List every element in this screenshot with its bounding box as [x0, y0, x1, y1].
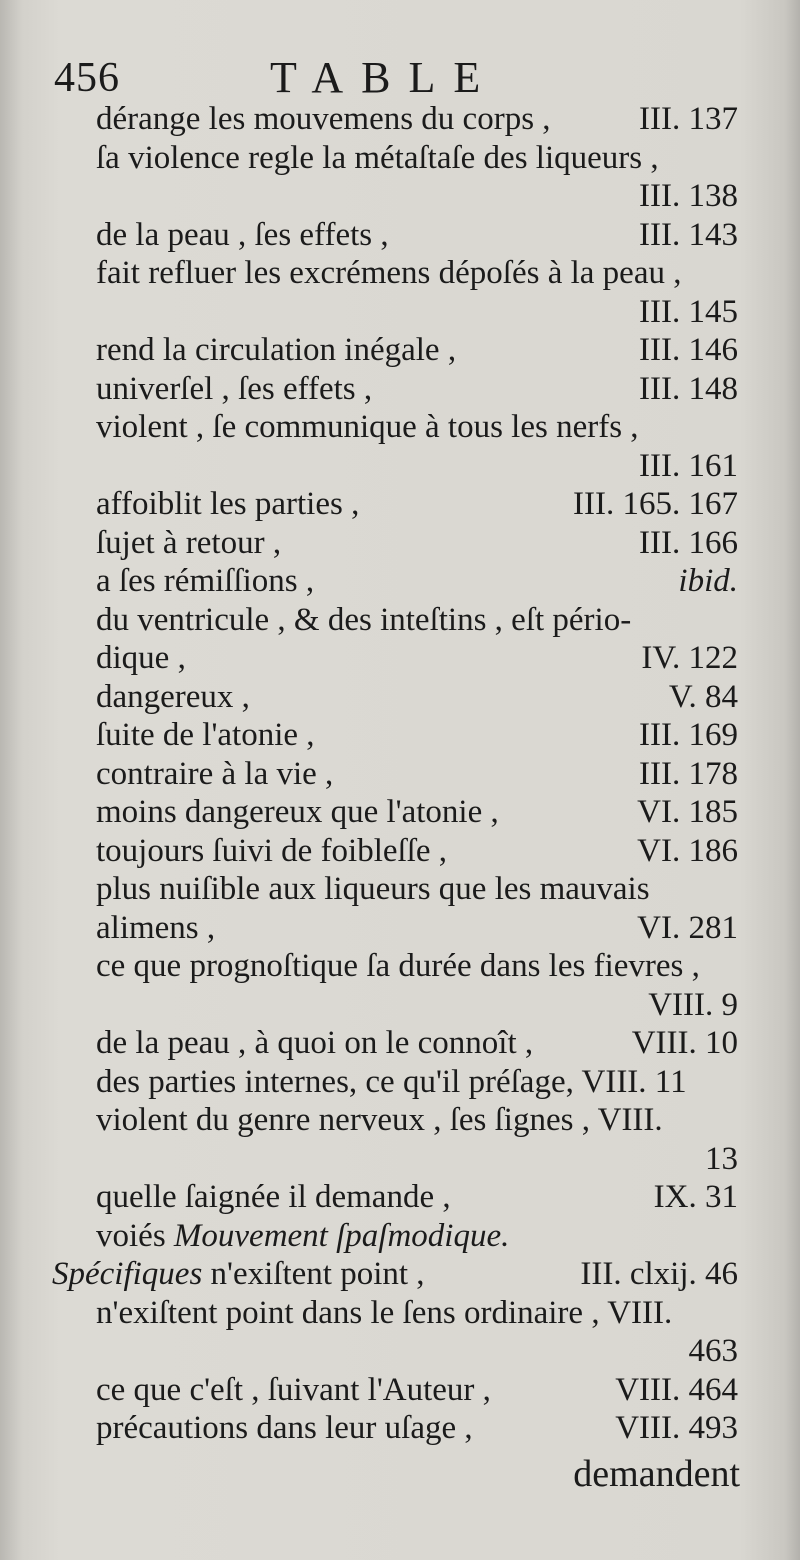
- entry-text-main: dérange les mouvemens du corps ,: [96, 101, 551, 137]
- entry-text: [96, 947, 700, 986]
- entry-text: [96, 639, 186, 678]
- entry-text: [96, 716, 315, 755]
- cross-reference: Mouvement ſpaſmodique.: [173, 1217, 510, 1254]
- page-reference: III. 146: [639, 332, 738, 368]
- entry-text: [96, 408, 639, 447]
- page-reference: ibid.: [678, 563, 738, 599]
- entry-text-main: a ſes rémiſſions ,: [96, 563, 315, 599]
- entry-text: [96, 1409, 473, 1448]
- entry-text-main: dique ,: [96, 640, 186, 676]
- entry-text-main: de la peau , ſes effets ,: [96, 216, 389, 253]
- page-reference: III. clxij. 46: [580, 1256, 738, 1292]
- index-line: [0, 1371, 800, 1410]
- index-line: [0, 1409, 800, 1448]
- index-line: [0, 293, 800, 332]
- index-line: [0, 216, 800, 255]
- entry-text-main: rend la circulation inégale ,: [96, 332, 457, 368]
- entry-text: [96, 909, 215, 948]
- index-line: [0, 986, 800, 1025]
- index-line: [0, 909, 800, 948]
- entry-text-main: moins dangereux que l'atonie ,: [96, 794, 499, 830]
- page-title: TABLE: [270, 53, 499, 102]
- index-line: [0, 1063, 800, 1102]
- entry-text-main: de la peau , à quoi on le connoît ,: [96, 1025, 534, 1061]
- entry-text: [96, 755, 333, 794]
- index-line: [0, 639, 800, 678]
- entry-text-main: du ventricule , & des inteſtins , eſt pério-: [96, 601, 632, 638]
- entry-text: [96, 1063, 687, 1102]
- entry-text: [96, 601, 631, 640]
- entry-text-main: violent du genre nerveux , ſes ſignes , VIII.: [96, 1102, 663, 1138]
- entry-text: [96, 100, 551, 139]
- entry-text-main: fait refluer les excrémens dépoſés à la peau ,: [96, 255, 682, 291]
- page-reference: III. 169: [639, 717, 738, 753]
- entry-text-main: contraire à la vie ,: [96, 755, 334, 792]
- entry-text-main: ce que c'eſt , ſuivant l'Auteur ,: [96, 1371, 491, 1408]
- page-reference: VIII. 9: [648, 986, 738, 1023]
- entry-text: [52, 1255, 425, 1294]
- page-reference: IV. 122: [641, 640, 738, 676]
- entry-text-main: ſuite de l'atonie ,: [96, 717, 315, 753]
- index-line: [0, 370, 800, 409]
- entry-text: [96, 870, 650, 909]
- entry-text-main: alimens ,: [96, 909, 216, 946]
- page-reference: IX. 31: [653, 1179, 738, 1215]
- entry-text-main: ce que prognoſtique ſa durée dans les fievres ,: [96, 948, 700, 984]
- index-line: [0, 139, 800, 178]
- entry-text: [96, 1371, 491, 1410]
- page-reference: VIII. 493: [615, 1410, 738, 1446]
- entry-text: [96, 254, 681, 293]
- entry-text-main: dangereux ,: [96, 678, 250, 715]
- index-entries: [0, 100, 800, 1448]
- page-reference: III. 137: [639, 101, 738, 137]
- entry-text: [96, 524, 281, 563]
- index-line: [0, 793, 800, 832]
- page-reference: III. 165. 167: [573, 486, 738, 522]
- page-reference: VI. 281: [637, 909, 738, 946]
- page-reference: VIII. 464: [615, 1371, 738, 1408]
- entry-text-main: ſujet à retour ,: [96, 524, 282, 561]
- page-reference: III. 178: [639, 755, 738, 792]
- page-reference: VI. 185: [637, 794, 738, 830]
- page-reference: III. 143: [639, 216, 738, 253]
- index-line: [0, 562, 800, 601]
- page-reference: III. 166: [639, 524, 738, 561]
- entry-text: [96, 793, 499, 832]
- index-line: [0, 1178, 800, 1217]
- entry-text: [96, 832, 447, 871]
- entry-text-main: ſa violence regle la métaſtaſe des liqueurs ,: [96, 139, 659, 176]
- index-line: [0, 755, 800, 794]
- entry-text-main: plus nuiſible aux liqueurs que les mauvais: [96, 871, 650, 907]
- index-line: [0, 601, 800, 640]
- index-line: [0, 485, 800, 524]
- entry-text-main: voiés: [96, 1217, 174, 1254]
- index-line: [0, 1294, 800, 1333]
- entry-text: [96, 1024, 533, 1063]
- entry-text: [96, 216, 389, 255]
- running-head: [0, 52, 800, 102]
- entry-text-main: univerſel , ſes effets ,: [96, 370, 373, 407]
- page-reference: 13: [705, 1140, 738, 1177]
- page-reference: III. 138: [639, 178, 738, 214]
- page-reference: 463: [688, 1333, 738, 1369]
- page-reference: VI. 186: [637, 832, 738, 869]
- index-line: [0, 100, 800, 139]
- page-reference: V. 84: [668, 678, 738, 715]
- index-line: [0, 1217, 800, 1256]
- index-line: [0, 832, 800, 871]
- index-line: [0, 870, 800, 909]
- index-line: [0, 1101, 800, 1140]
- index-line: [0, 947, 800, 986]
- index-line: [0, 524, 800, 563]
- entry-heading-text: n'exiſtent point ,: [202, 1256, 425, 1292]
- entry-text: [96, 678, 250, 717]
- index-line: [0, 177, 800, 216]
- page-reference: III. 161: [639, 447, 738, 484]
- entry-text: [96, 1178, 451, 1217]
- index-line: [0, 1140, 800, 1179]
- entry-text: [96, 1217, 509, 1256]
- entry-text-main: n'exiſtent point dans le ſens ordinaire , VIII.: [96, 1294, 673, 1331]
- entry-text-main: affoiblit les parties ,: [96, 486, 360, 522]
- page-number: 456: [54, 55, 120, 101]
- entry-text-main: violent , ſe communique à tous les nerfs ,: [96, 409, 639, 445]
- index-line: [0, 1255, 800, 1294]
- entry-text-main: quelle ſaignée il demande ,: [96, 1179, 451, 1215]
- index-line: [0, 716, 800, 755]
- index-line: [0, 331, 800, 370]
- page-reference: III. 148: [639, 370, 738, 407]
- index-line: [0, 1024, 800, 1063]
- index-line: [0, 254, 800, 293]
- entry-heading: Spécifiques: [52, 1256, 203, 1292]
- entry-text: [96, 370, 372, 409]
- page-reference: III. 145: [639, 293, 738, 330]
- index-line: [0, 1332, 800, 1371]
- index-line: [0, 447, 800, 486]
- catchword: demandent: [573, 1453, 740, 1495]
- entry-text: [96, 331, 456, 370]
- entry-text: [96, 485, 359, 524]
- entry-text-main: des parties internes, ce qu'il préſage, VIII. 11: [96, 1063, 687, 1100]
- entry-text-main: toujours ſuivi de foibleſſe ,: [96, 832, 448, 869]
- entry-text: [96, 1294, 672, 1333]
- page-reference: VIII. 10: [631, 1025, 738, 1061]
- index-line: [0, 678, 800, 717]
- index-line: [0, 408, 800, 447]
- entry-text: [96, 562, 314, 601]
- entry-text: [96, 139, 659, 178]
- entry-text-main: précautions dans leur uſage ,: [96, 1410, 473, 1446]
- entry-text: [96, 1101, 663, 1140]
